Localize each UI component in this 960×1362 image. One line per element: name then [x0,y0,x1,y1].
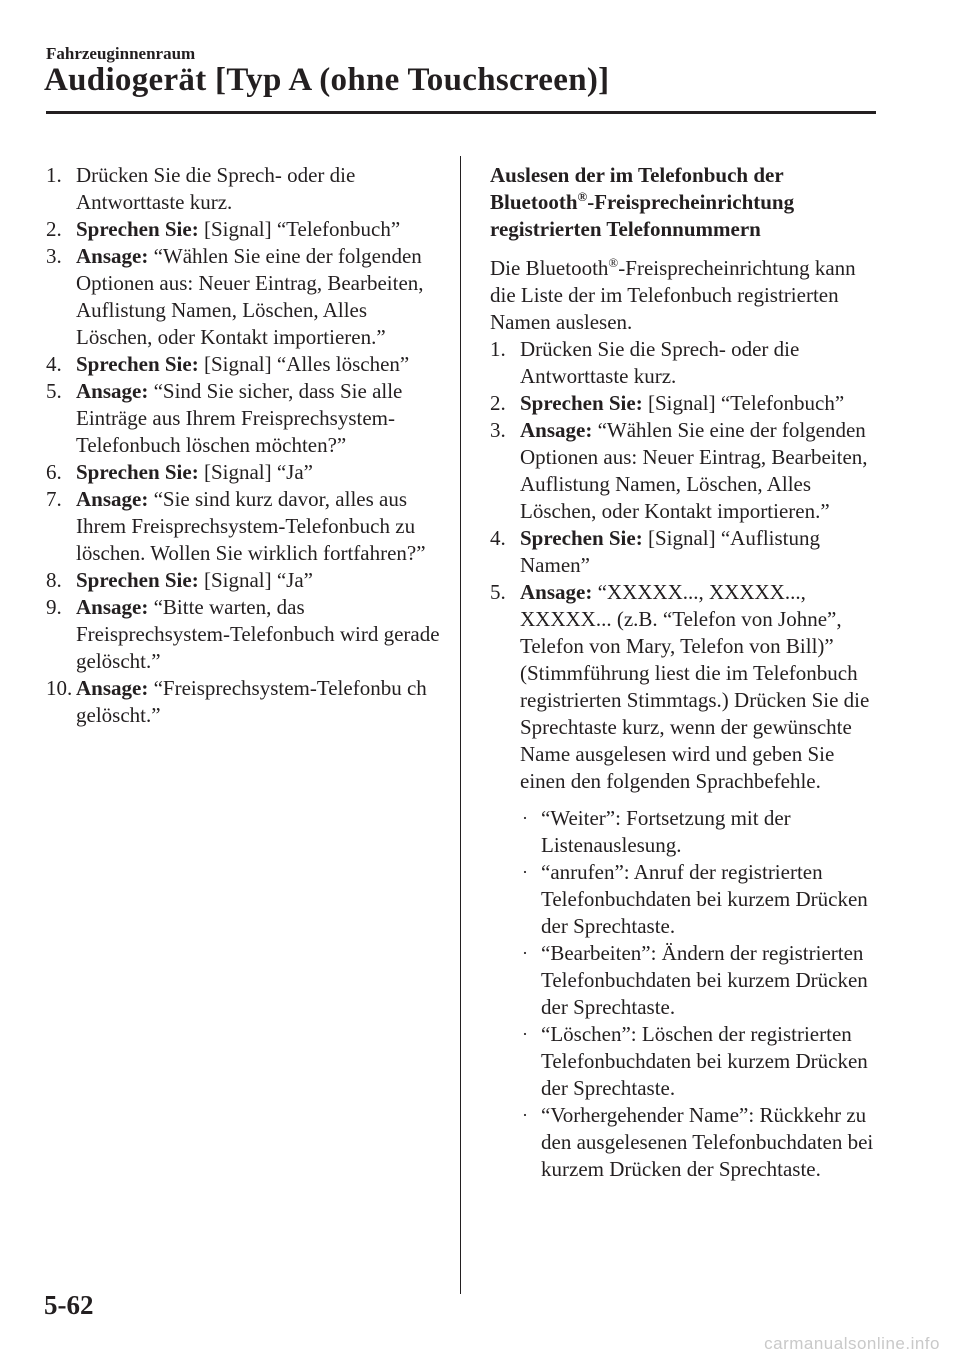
step-number: 9. [46,595,62,619]
step-text: “XXXXX..., XXXXX..., XXXXX... (z.B. “Telefon von Johne”, Telefon von Mary, Telefon von Bill)” (Stimmführung liest die im Telefonbuch registrierten Stimmtags.) Drücken Sie die Sprechtaste kurz, wenn der gewünschte Name ausgelesen wird und geben Sie einen den folgenden Sprachbefehle. [520,580,870,793]
intro-paragraph: Die Bluetooth®-Freisprecheinrichtung kann die Liste der im Telefonbuch registrierten Namen auslesen. [490,255,856,334]
step-keyword: Ansage: [520,580,593,604]
bullet-text: “Löschen”: Löschen der registrierten Telefonbuchdaten bei kurzem Drücken der Sprechtaste. [541,1022,868,1100]
step-number: 6. [46,460,62,484]
step-keyword: Ansage: [76,487,149,511]
step-text: [Signal] “Ja” [198,460,313,484]
list-item [490,390,885,417]
step-number: 1. [46,163,62,187]
step-text: [Signal] “Telefonbuch” [198,217,401,241]
step-keyword: Ansage: [520,418,593,442]
bullet-item [520,1102,885,1183]
header-rule [46,111,876,114]
step-text: [Signal] “Ja” [198,568,313,592]
step-text: “Wählen Sie eine der folgenden Optionen aus: Neuer Eintrag, Bearbeiten, Auflistung Namen, Löschen, Alles Löschen, oder Kontakt importieren.” [76,244,424,349]
step-number: 8. [46,568,62,592]
step-keyword: Sprechen Sie: [76,568,199,592]
section-label: Fahrzeuginnenraum [46,44,196,63]
bullet-item [520,1021,885,1102]
bullet-text: “Vorhergehender Name”: Rückkehr zu den ausgelesenen Telefonbuchdaten bei kurzem Drücken der Sprechtaste. [541,1103,874,1181]
list-item [46,216,446,243]
list-item [490,525,885,579]
step-text: “Wählen Sie eine der folgenden Optionen aus: Neuer Eintrag, Bearbeiten, Auflistung Namen, Löschen, Alles Löschen, oder Kontakt importieren.” [520,418,868,523]
step-keyword: Sprechen Sie: [520,526,643,550]
step-text: “Sind Sie sicher, dass Sie alle Einträge aus Ihrem Freisprechsystem-Telefonbuch löschen möchten?” [76,379,403,457]
step-number: 5. [490,580,506,604]
list-item [46,567,446,594]
step-text: [Signal] “Auflistung Namen” [520,526,821,577]
step-keyword: Ansage: [76,676,149,700]
bullet-text: “Bearbeiten”: Ändern der registrierten Telefonbuchdaten bei kurzem Drücken der Sprechtaste. [541,941,868,1019]
bullet-text: “Weiter”: Fortsetzung mit der Listenauslesung. [541,806,791,857]
list-item [46,675,446,729]
bullet-item [520,859,885,940]
step-number: 5. [46,379,62,403]
step-number: 10. [46,676,73,700]
list-item [46,486,446,567]
bullet-dot-icon: · [522,808,528,828]
step-list [490,336,885,795]
right-column [490,162,885,1183]
registered-mark: ® [608,255,619,270]
watermark: carmanualsonline.info [764,1334,940,1353]
list-item [46,243,446,351]
list-item [46,351,446,378]
step-text: Drücken Sie die Sprech- oder die Antworttaste kurz. [520,337,800,388]
step-text: Drücken Sie die Sprech- oder die Antworttaste kurz. [76,163,356,214]
step-list [46,162,446,729]
bullet-dot-icon: · [522,1024,528,1044]
step-text: “Bitte warten, das Freisprechsystem-Telefonbuch wird gerade gelöscht.” [76,595,440,673]
list-item [490,336,885,390]
bullet-item [520,940,885,1021]
step-text: [Signal] “Alles löschen” [198,352,410,376]
page-number: 5-62 [44,1290,94,1320]
chapter-title: Audiogerät [Typ A (ohne Touchscreen)] [44,62,610,98]
list-item [46,594,446,675]
step-text: “Freisprechsystem-Telefonbu ch gelöscht.” [76,676,427,727]
step-number: 3. [46,244,62,268]
bullet-dot-icon: · [522,1105,528,1125]
list-item [490,417,885,525]
list-item [46,162,446,216]
step-text: “Sie sind kurz davor, alles aus Ihrem Freisprechsystem-Telefonbuch zu löschen. Wollen Sie wirklich fortfahren?” [76,487,426,565]
bullet-text: “anrufen”: Anruf der registrierten Telefonbuchdaten bei kurzem Drücken der Sprechtaste. [541,860,868,938]
step-keyword: Sprechen Sie: [76,460,199,484]
step-keyword: Sprechen Sie: [76,217,199,241]
step-number: 3. [490,418,506,442]
section-heading: Auslesen der im Telefonbuch der Bluetooth®-Freisprecheinrichtung registrierten Telefonnummern [490,163,795,241]
step-number: 2. [46,217,62,241]
bullet-dot-icon: · [522,862,528,882]
step-text: [Signal] “Telefonbuch” [642,391,845,415]
registered-mark: ® [577,189,588,204]
step-keyword: Ansage: [76,379,149,403]
step-keyword: Ansage: [76,244,149,268]
list-item [490,579,885,795]
step-keyword: Sprechen Sie: [76,352,199,376]
list-item [46,459,446,486]
column-divider [460,156,461,1294]
step-number: 7. [46,487,62,511]
left-column [46,162,446,729]
bullet-dot-icon: · [522,943,528,963]
step-number: 4. [46,352,62,376]
list-item [46,378,446,459]
step-keyword: Sprechen Sie: [520,391,643,415]
step-number: 4. [490,526,506,550]
step-number: 1. [490,337,506,361]
bullet-item [520,805,885,859]
bullet-list [520,805,885,1183]
step-keyword: Ansage: [76,595,149,619]
step-number: 2. [490,391,506,415]
